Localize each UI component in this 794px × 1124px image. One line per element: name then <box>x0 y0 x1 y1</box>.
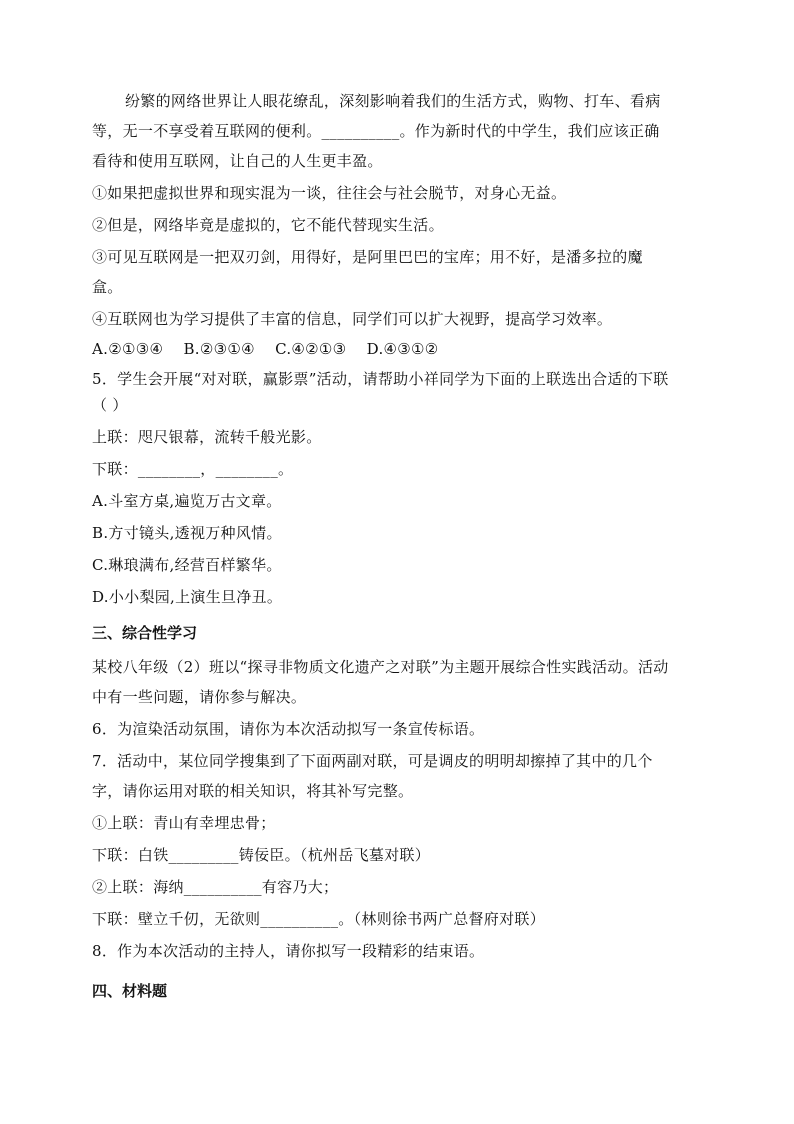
sentence-1: ①如果把虚拟世界和现实混为一谈，往往会与社会脱节，对身心无益。 <box>92 184 567 202</box>
passage-line-3: 看待和使用互联网，让自己的人生更丰盈。 <box>92 152 383 170</box>
sentence-4: ④互联网也为学习提供了丰富的信息，同学们可以扩大视野，提高学习效率。 <box>92 310 613 328</box>
passage-line-2: 等，无一不享受着互联网的便利。__________。作为新时代的中学生，我们应该正确 <box>92 122 660 140</box>
q6-text: 6．为渲染活动氛围，请你为本次活动拟写一条宣传标语。 <box>92 720 485 738</box>
couplet-1-upper: ①上联：青山有幸埋忠骨； <box>92 814 276 832</box>
couplet-2-upper: ②上联：海纳__________有容乃大； <box>92 878 339 896</box>
q5-stem-line-1: 5．学生会开展“对对联，赢影票”活动，请帮助小祥同学为下面的上联选出合适的下联 <box>92 370 669 388</box>
couplet-1-lower: 下联：白铁_________铸佞臣。（杭州岳飞墓对联） <box>92 846 431 864</box>
q7-line-2: 字，请你运用对联的相关知识，将其补写完整。 <box>92 782 414 800</box>
q5-option-b: B.方寸镜头,透视万种风情。 <box>92 524 282 542</box>
q5-option-c: C.琳琅满布,经营百样繁华。 <box>92 556 282 574</box>
q4-options: A.②①③④ B.②③①④ C.④②①③ D.④③①② <box>92 340 439 358</box>
q5-stem-line-2: （ ） <box>92 396 128 414</box>
q5-option-d: D.小小梨园,上演生旦净丑。 <box>92 588 283 606</box>
q8-text: 8．作为本次活动的主持人，请你拟写一段精彩的结束语。 <box>92 942 485 960</box>
q5-upper-couplet: 上联：咫尺银幕，流转千般光影。 <box>92 428 322 446</box>
sentence-2: ②但是，网络毕竟是虚拟的，它不能代替现实生活。 <box>92 216 444 234</box>
document-page <box>92 88 717 1012</box>
q7-line-1: 7．活动中，某位同学搜集到了下面两副对联，可是调皮的明明却擦掉了其中的几个 <box>92 752 653 770</box>
section-4-title: 四、材料题 <box>92 982 168 1000</box>
couplet-2-lower: 下联：壁立千仞，无欲则__________。（林则徐书两广总督府对联） <box>92 910 546 928</box>
q5-option-a: A.斗室方桌,遍览万古文章。 <box>92 492 282 510</box>
section-3-title: 三、综合性学习 <box>92 624 198 642</box>
passage-line-1: 纷繁的网络世界让人眼花缭乱，深刻影响着我们的生活方式，购物、打车、看病 <box>125 92 661 110</box>
section-3-intro-line-2: 中有一些问题，请你参与解决。 <box>92 688 307 706</box>
sentence-3-line-1: ③可见互联网是一把双刃剑，用得好，是阿里巴巴的宝库；用不好，是潘多拉的魔 <box>92 248 643 266</box>
sentence-3-line-2: 盒。 <box>92 278 123 296</box>
q5-lower-couplet: 下联：________，________。 <box>92 460 294 478</box>
section-3-intro-line-1: 某校八年级（2）班以“探寻非物质文化遗产之对联”为主题开展综合性实践活动。活动 <box>92 658 669 676</box>
